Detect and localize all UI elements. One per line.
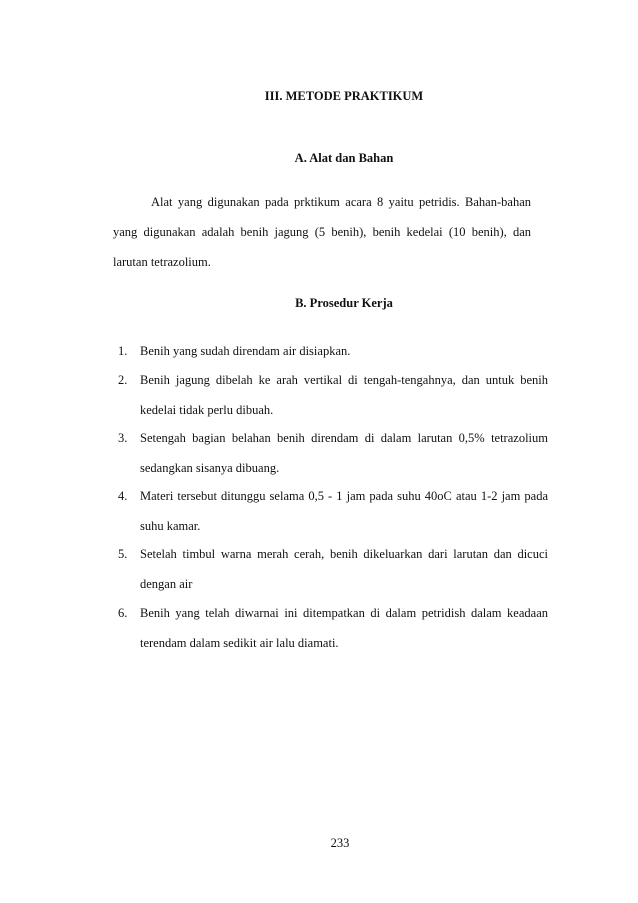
paragraph-line: larutan tetrazolium. xyxy=(113,255,211,269)
step-text-line: Benih jagung dibelah ke arah vertikal di tengah-tengahnya, dan untuk benih xyxy=(140,373,548,387)
step-text-line: Benih yang sudah direndam air disiapkan. xyxy=(140,344,351,358)
step-text-line: Materi tersebut ditunggu selama 0,5 - 1 jam pada suhu 40oC atau 1-2 jam pada xyxy=(140,489,548,503)
step-text-line: sedangkan sisanya dibuang. xyxy=(140,461,280,475)
step-text-line: terendam dalam sedikit air lalu diamati. xyxy=(140,636,339,650)
paragraph-line: Alat yang digunakan pada prktikum acara 8 yaitu petridis. Bahan-bahan xyxy=(151,195,531,209)
step-text-line: Benih yang telah diwarnai ini ditempatkan di dalam petridish dalam keadaan xyxy=(140,606,548,620)
step-number: 1. xyxy=(118,344,128,358)
step-text-line: Setengah bagian belahan benih direndam di dalam larutan 0,5% tetrazolium xyxy=(140,431,548,445)
step-number: 6. xyxy=(118,606,128,620)
chapter-title: III. METODE PRAKTIKUM xyxy=(264,89,424,103)
section-a-heading: A. Alat dan Bahan xyxy=(294,151,394,165)
paragraph-line: yang digunakan adalah benih jagung (5 benih), benih kedelai (10 benih), dan xyxy=(113,225,531,239)
page-number: 233 xyxy=(330,836,350,850)
step-number: 4. xyxy=(118,489,128,503)
step-number: 3. xyxy=(118,431,128,445)
section-b-heading: B. Prosedur Kerja xyxy=(295,296,393,310)
step-number: 2. xyxy=(118,373,128,387)
step-text-line: Setelah timbul warna merah cerah, benih dikeluarkan dari larutan dan dicuci xyxy=(140,547,548,561)
step-text-line: suhu kamar. xyxy=(140,519,201,533)
step-text-line: kedelai tidak perlu dibuah. xyxy=(140,403,274,417)
step-text-line: dengan air xyxy=(140,577,193,591)
step-number: 5. xyxy=(118,547,128,561)
